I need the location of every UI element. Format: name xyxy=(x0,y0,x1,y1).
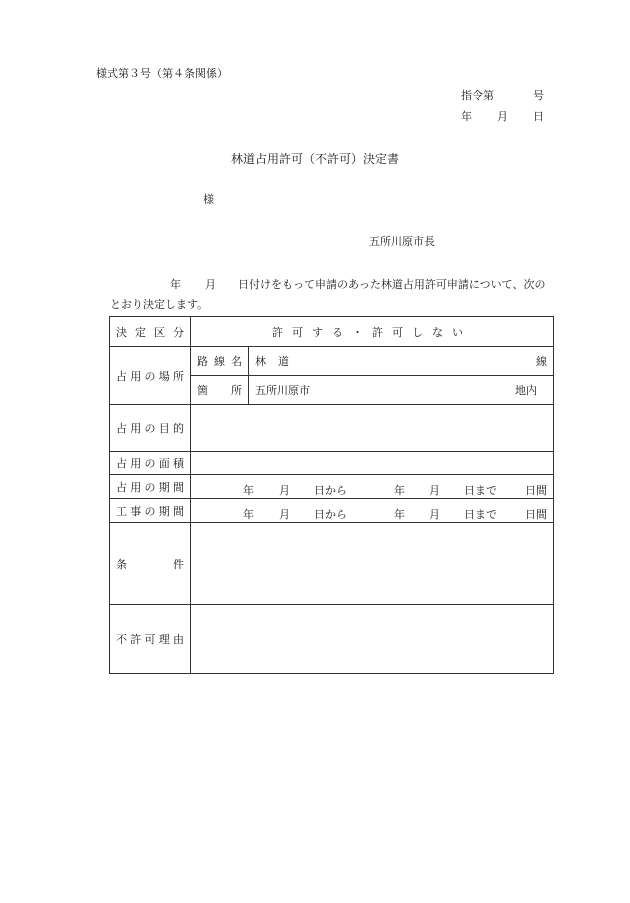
date-year: 年 xyxy=(461,110,472,123)
refusal-label: 不許可理由 xyxy=(110,605,191,674)
decision-row xyxy=(110,317,554,347)
body-month: 月 xyxy=(205,278,216,291)
conditions-field xyxy=(191,523,554,605)
refusal-field xyxy=(191,605,554,674)
conditions-row xyxy=(110,523,554,605)
place-suffix: 地内 xyxy=(515,384,537,397)
period-days: 日間 xyxy=(525,483,547,497)
construction-period-row xyxy=(110,499,554,523)
construction-year: 年 xyxy=(243,507,254,521)
location-row-route xyxy=(110,347,554,376)
construction-label: 工事の期間 xyxy=(110,499,191,523)
conditions-label: 条 件 xyxy=(110,523,191,605)
period-label: 占用の期間 xyxy=(110,475,191,499)
route-prefix: 林道 xyxy=(255,355,301,368)
body-line-2: とおり決定します。 xyxy=(110,298,209,311)
body-text: 日付けをもって申請のあった林道占用許可申請について、次の xyxy=(238,278,546,291)
addressee: 様 xyxy=(203,193,214,206)
occupancy-period-row xyxy=(110,475,554,499)
place-value: 五所川原市 xyxy=(255,384,310,397)
period-field xyxy=(191,475,554,499)
construction-field xyxy=(191,499,554,523)
period-month: 月 xyxy=(279,483,290,497)
form-number: 様式第３号（第４条関係） xyxy=(96,67,228,80)
construction-from: 日から xyxy=(314,507,347,521)
construction-month2: 月 xyxy=(429,507,440,521)
area-label: 占用の面積 xyxy=(110,452,191,475)
body-year: 年 xyxy=(170,278,181,291)
refusal-row xyxy=(110,605,554,674)
construction-year2: 年 xyxy=(394,507,405,521)
period-from: 日から xyxy=(314,483,347,497)
location-label: 占用の場所 xyxy=(110,347,191,405)
route-name-field xyxy=(249,347,554,376)
directive-prefix: 指令第 xyxy=(461,89,494,102)
period-until: 日まで xyxy=(464,483,497,497)
decision-table xyxy=(109,316,554,674)
document-title: 林道占用許可（不許可）決定書 xyxy=(230,152,399,166)
directive-suffix: 号 xyxy=(533,89,544,102)
period-month2: 月 xyxy=(429,483,440,497)
decision-label: 決定区分 xyxy=(110,317,191,347)
route-suffix: 線 xyxy=(536,355,547,368)
decision-value: 許可する・許可しない xyxy=(191,317,554,347)
place-label: 箇所 xyxy=(191,376,249,405)
construction-until: 日まで xyxy=(464,507,497,521)
area-row xyxy=(110,452,554,475)
issuer: 五所川原市長 xyxy=(369,235,435,248)
date-day: 日 xyxy=(533,110,544,123)
period-year: 年 xyxy=(243,483,254,497)
construction-days: 日間 xyxy=(525,507,547,521)
construction-month: 月 xyxy=(279,507,290,521)
route-name-label: 路線名 xyxy=(191,347,249,376)
period-year2: 年 xyxy=(394,483,405,497)
purpose-row xyxy=(110,405,554,452)
area-field xyxy=(191,452,554,475)
date-month: 月 xyxy=(497,110,508,123)
place-field xyxy=(249,376,554,405)
purpose-label: 占用の目的 xyxy=(110,405,191,452)
purpose-field xyxy=(191,405,554,452)
